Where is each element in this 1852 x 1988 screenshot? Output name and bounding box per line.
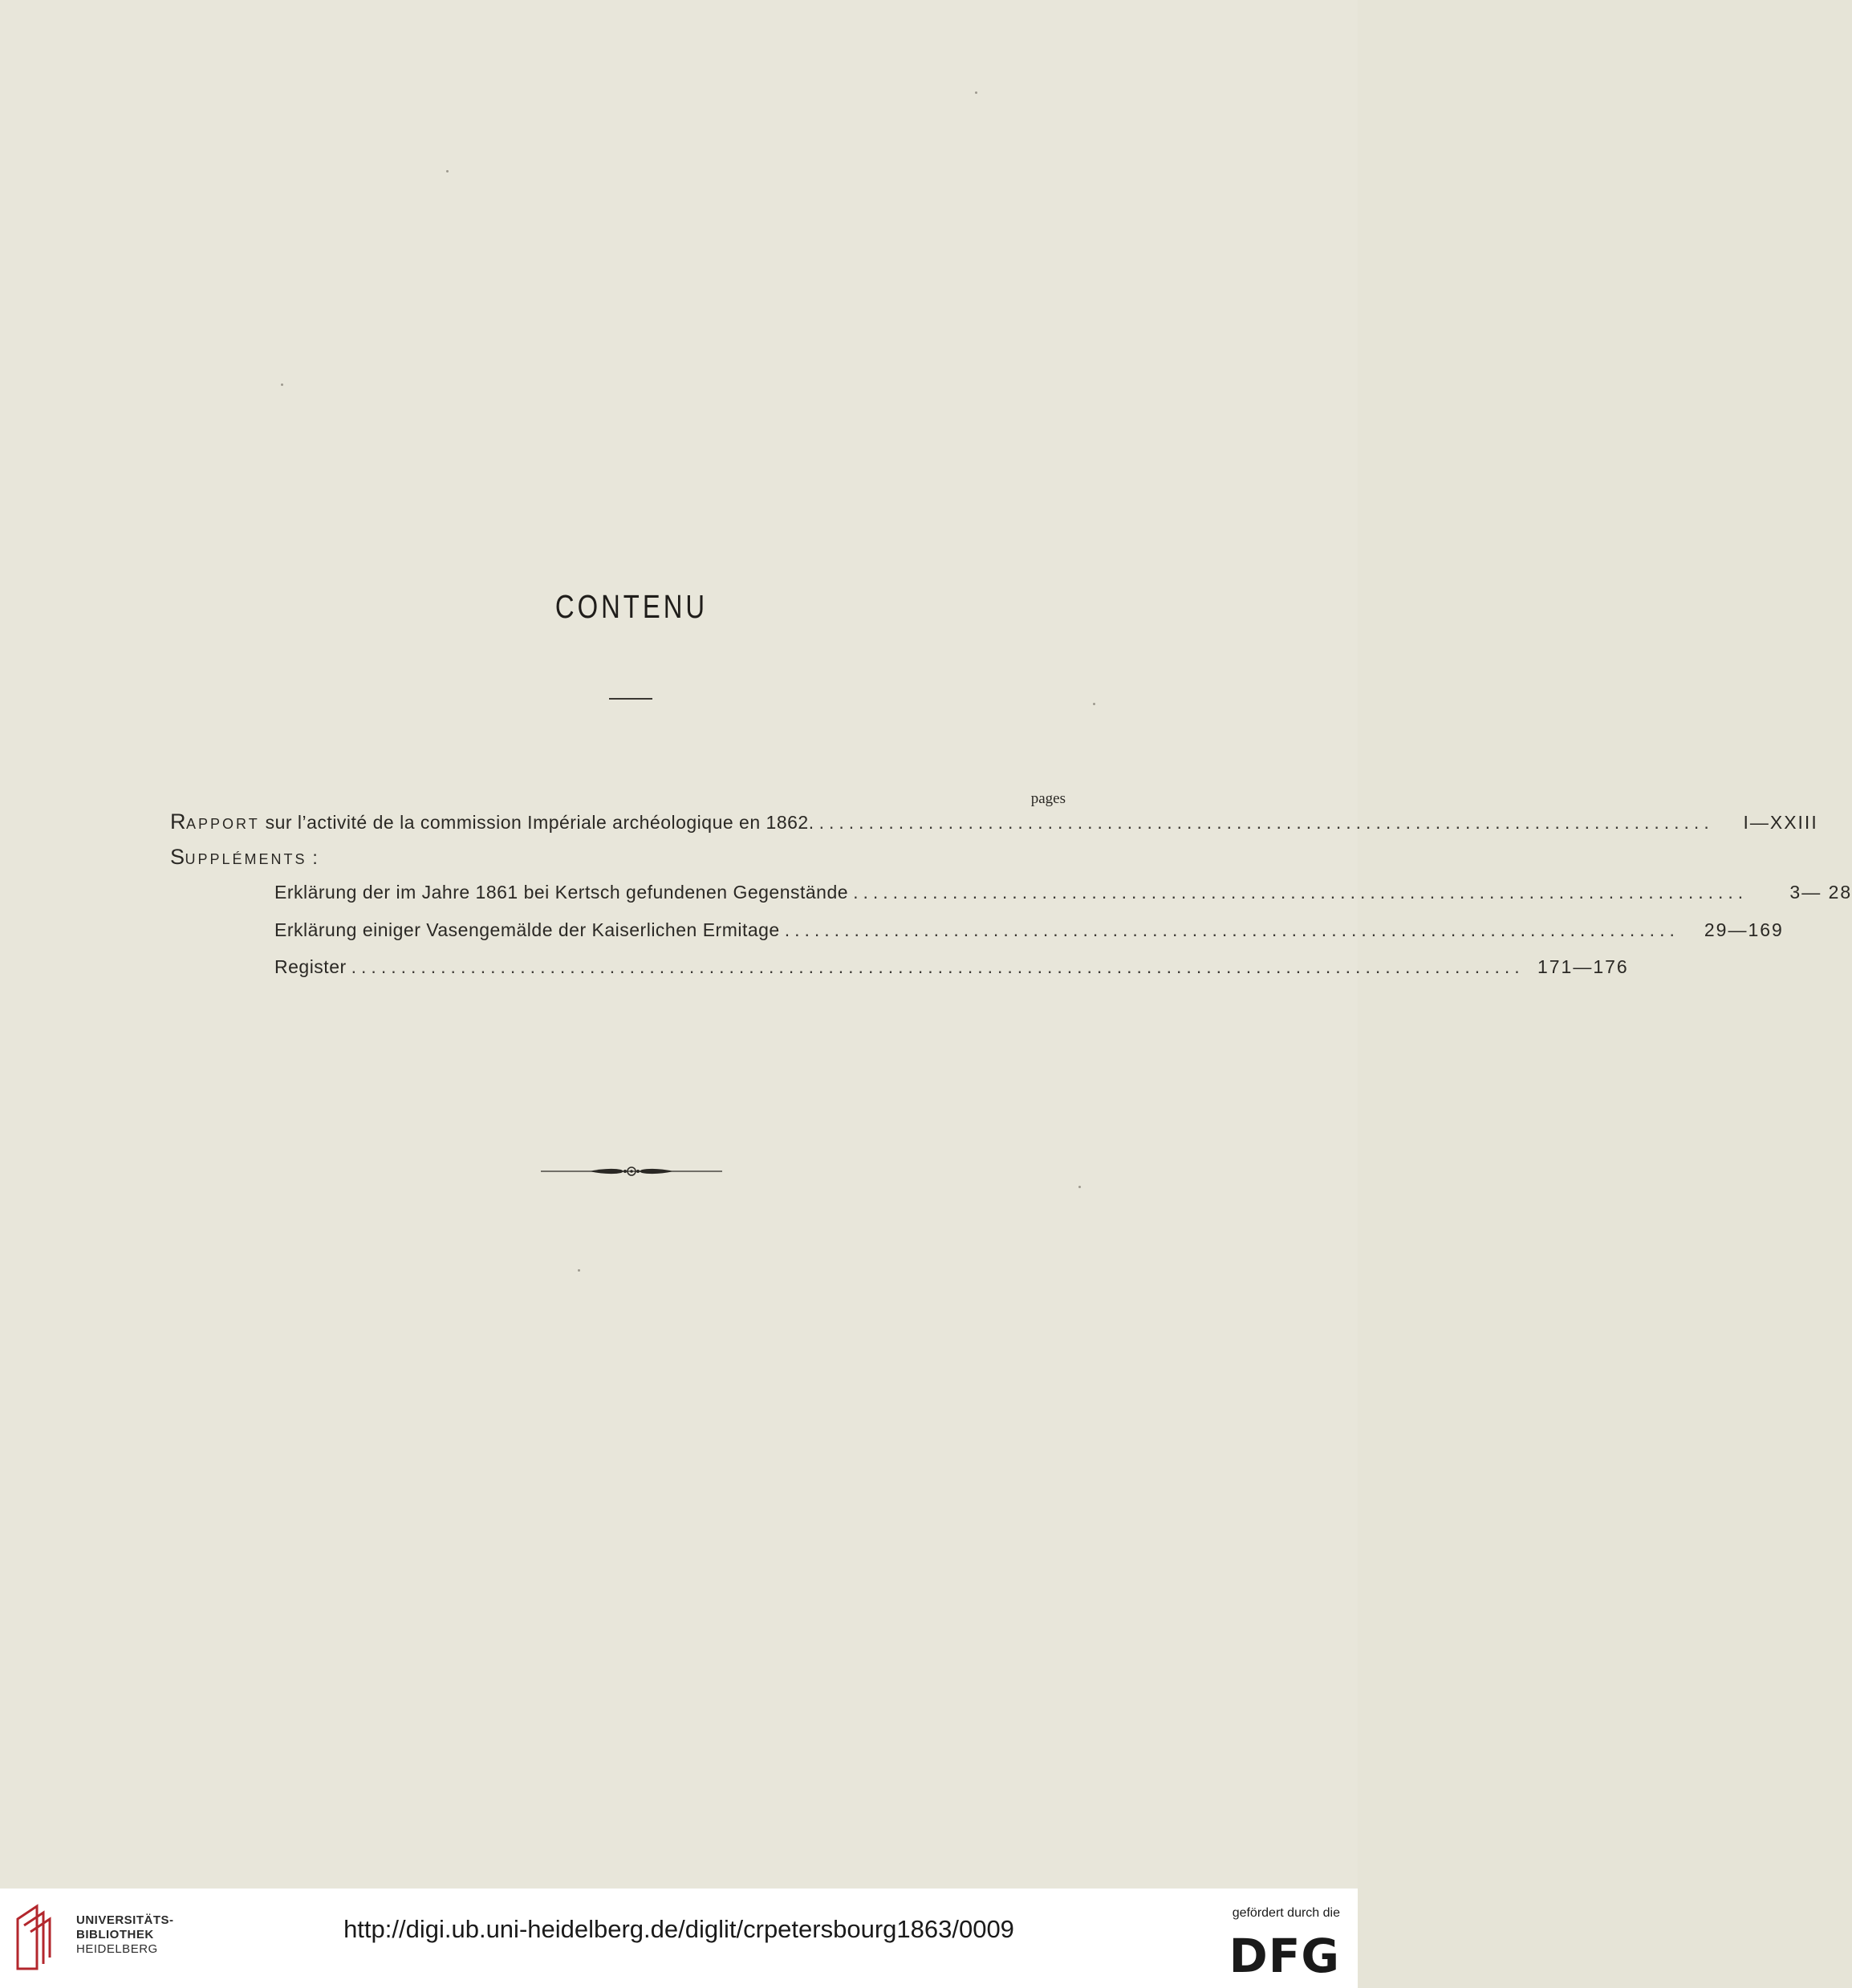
toc-entry-vasengemaelde [274,919,1784,951]
dot-leader: .......................................................................................... [853,882,1748,903]
toc-entry-pages: 29—169 [1704,919,1784,940]
library-name: UNIVERSITÄTS- BIBLIOTHEK HEIDELBERG [76,1913,174,1956]
toc-entry-supplements [170,845,1090,877]
toc-entry-label: Register [274,956,347,977]
toc-entry-register [274,956,1629,988]
toc-entry-pages: 3— 28 [1789,882,1852,903]
toc-entry-pages: 171—176 [1537,956,1629,977]
dot-leader: .......................................................................................... [818,812,1714,833]
toc-entry-pages: I—XXIII [1743,812,1818,833]
ornament-divider-icon [541,1158,722,1184]
digitization-footer [0,1889,1358,1988]
pages-column-header: pages [1030,790,1066,807]
toc-entry-label: Erklärung einiger Vasengemälde der Kaiserlichen Ermitage [274,919,780,940]
funding-caption: gefördert durch die [1232,1906,1340,1920]
toc-entry-label: Erklärung der im Jahre 1861 bei Kertsch gefundenen Gegenstände [274,882,849,903]
permalink-url[interactable]: http://digi.ub.uni-heidelberg.de/diglit/crpetersbourg1863/0009 [343,1915,1014,1943]
page-title: CONTENU [554,588,709,625]
toc-entry-label: SUPPLÉMENTS : [170,845,319,869]
toc-entry-rapport [170,809,1818,842]
toc-entry-label: RAPPORT sur l’activité de la commission Impériale archéologique en 1862. [170,809,814,834]
dot-leader: ...................................................................................................................... [351,956,1525,977]
dot-leader: .......................................................................................... [784,919,1679,940]
title-rule [609,698,652,700]
toc-entry-kertsch [274,882,1852,914]
dfg-logo: DFG [1229,1929,1340,1983]
